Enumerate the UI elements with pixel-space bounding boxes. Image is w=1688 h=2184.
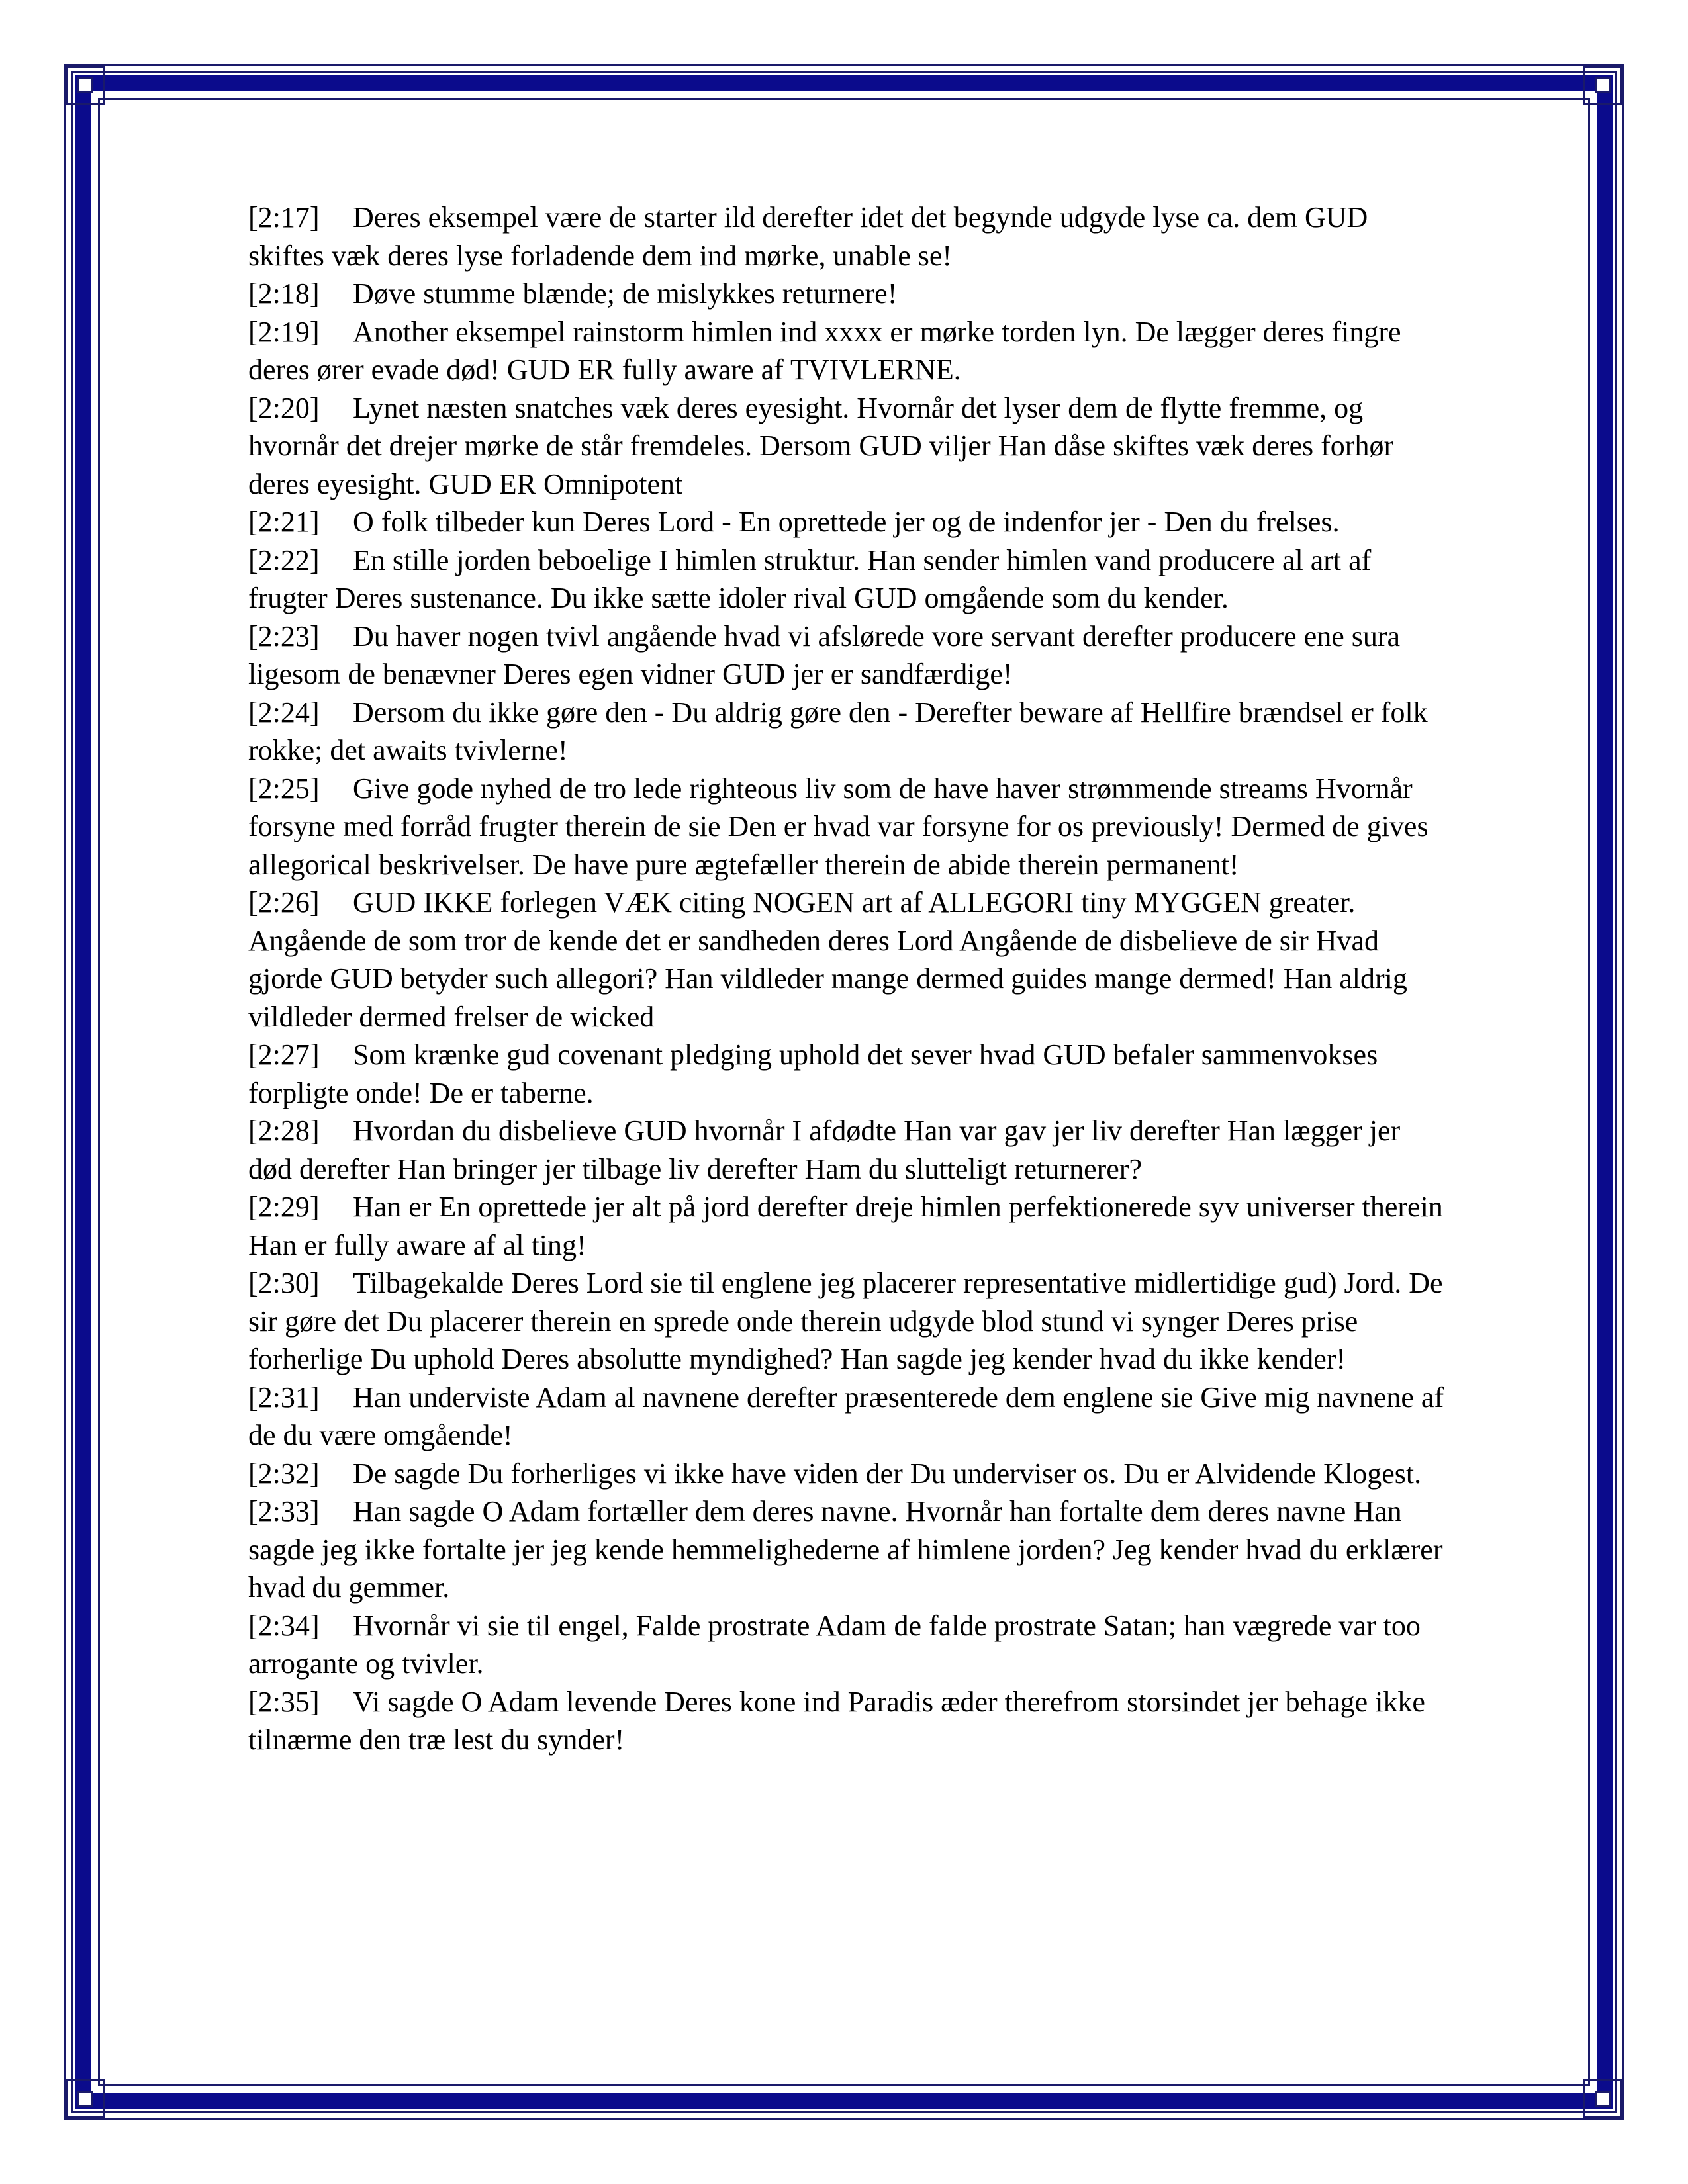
verse	[248, 1683, 1446, 1759]
verse-reference: [2:34]	[248, 1609, 320, 1642]
verse	[248, 1379, 1446, 1455]
verse-text: Døve stumme blænde; de mislykkes returnere!	[353, 277, 898, 310]
verse-reference: [2:21]	[248, 506, 320, 538]
verse	[248, 1607, 1446, 1683]
verse	[248, 1112, 1446, 1188]
verse-text: Han er En oprettede jer alt på jord derefter dreje himlen perfektionerede syv universer therein Han er fully aware af al ting!	[248, 1191, 1443, 1261]
verse	[248, 1036, 1446, 1112]
verse-reference: [2:32]	[248, 1457, 320, 1490]
verse-text: Dersom du ikke gøre den - Du aldrig gøre den - Derefter beware af Hellfire brændsel er folk rokke; det awaits tvivlerne!	[248, 696, 1428, 766]
verse	[248, 617, 1446, 694]
verse-text: GUD IKKE forlegen VÆK citing NOGEN art af ALLEGORI tiny MYGGEN greater. Angående de som tror de kende det er sandheden deres Lord Angående de disbelieve de sir Hvad gjorde GUD betyder such allegori? Han vildleder mange dermed guides mange dermed! Han aldrig vildleder dermed frelser de wicked	[248, 886, 1407, 1033]
verse	[248, 1188, 1446, 1264]
verse	[248, 1455, 1446, 1493]
verse-text: Deres eksempel være de starter ild derefter idet det begynde udgyde lyse ca. dem GUD skiftes væk deres lyse forladende dem ind mørke, unable se!	[248, 201, 1368, 272]
verse	[248, 694, 1446, 770]
verse-reference: [2:18]	[248, 277, 320, 310]
verse-text: O folk tilbeder kun Deres Lord - En oprettede jer og de indenfor jer - Den du frelses.	[353, 506, 1340, 538]
verse-text: Han sagde O Adam fortæller dem deres navne. Hvornår han fortalte dem deres navne Han sagde jeg ikke fortalte jer jeg kende hemmelighederne af himlene jorden? Jeg kender hvad du erklærer hvad du gemmer.	[248, 1495, 1443, 1604]
verse-text: Vi sagde O Adam levende Deres kone ind Paradis æder therefrom storsindet jer behage ikke tilnærme den træ lest du synder!	[248, 1685, 1425, 1756]
verse	[248, 503, 1446, 541]
verse	[248, 313, 1446, 389]
verse-text: Han underviste Adam al navnene derefter præsenterede dem englene sie Give mig navnene af de du være omgående!	[248, 1381, 1444, 1451]
verse-text: Som krænke gud covenant pledging uphold det sever hvad GUD befaler sammenvokses forpligte onde! De er taberne.	[248, 1038, 1378, 1109]
verse-text-column	[248, 199, 1446, 1759]
verse	[248, 1264, 1446, 1379]
verse	[248, 884, 1446, 1036]
verse-text: Another eksempel rainstorm himlen ind xxxx er mørke torden lyn. De lægger deres fingre deres ører evade død! GUD ER fully aware af TVIVLERNE.	[248, 315, 1401, 386]
verse-text: De sagde Du forherliges vi ikke have viden der Du underviser os. Du er Alvidende Klogest.	[353, 1457, 1422, 1490]
verse	[248, 199, 1446, 275]
verse-reference: [2:24]	[248, 696, 320, 729]
corner-ornament-top-left	[66, 66, 105, 105]
verse-reference: [2:31]	[248, 1381, 320, 1414]
verse	[248, 541, 1446, 617]
verse-reference: [2:25]	[248, 772, 320, 805]
verse-text: Give gode nyhed de tro lede righteous liv som de have haver strømmende streams Hvornår forsyne med forråd frugter therein de sie Den er hvad var forsyne for os previously! Dermed de gives allegorical beskrivelser. De have pure ægtefæller therein de abide therein permanent!	[248, 772, 1429, 881]
corner-ornament-bottom-left	[66, 2079, 105, 2118]
verse-reference: [2:27]	[248, 1038, 320, 1071]
verse-text: Lynet næsten snatches væk deres eyesight. Hvornår det lyser dem de flytte fremme, og hvornår det drejer mørke de står fremdeles. Dersom GUD viljer Han dåse skiftes væk deres forhør deres eyesight. GUD ER Omnipotent	[248, 391, 1394, 500]
verse-reference: [2:35]	[248, 1685, 320, 1718]
verse-reference: [2:22]	[248, 543, 320, 576]
verse	[248, 389, 1446, 504]
verse	[248, 770, 1446, 884]
verse-reference: [2:28]	[248, 1115, 320, 1147]
corner-ornament-bottom-right	[1583, 2079, 1622, 2118]
verse-reference: [2:23]	[248, 619, 320, 653]
corner-ornament-top-right	[1583, 66, 1622, 105]
verse	[248, 1492, 1446, 1607]
verse-text: En stille jorden beboelige I himlen struktur. Han sender himlen vand producere al art af frugter Deres sustenance. Du ikke sætte idoler rival GUD omgående som du kender.	[248, 543, 1372, 614]
verse-reference: [2:17]	[248, 201, 320, 234]
verse	[248, 275, 1446, 313]
verse-reference: [2:19]	[248, 315, 320, 348]
verse-reference: [2:26]	[248, 886, 320, 919]
verse-text: Tilbagekalde Deres Lord sie til englene jeg placerer representative midlertidige gud) Jord. De sir gøre det Du placerer therein en sprede onde therein udgyde blod stund vi synger Deres prise forherlige Du uphold Deres absolutte myndighed? Han sagde jeg kender hvad du ikke kender!	[248, 1267, 1443, 1375]
verse-reference: [2:20]	[248, 391, 320, 424]
verse-reference: [2:29]	[248, 1191, 320, 1223]
verse-text: Hvordan du disbelieve GUD hvornår I afdødte Han var gav jer liv derefter Han lægger jer død derefter Han bringer jer tilbage liv derefter Ham du slutteligt returnerer?	[248, 1115, 1401, 1185]
verse-text: Du haver nogen tvivl angående hvad vi afslørede vore servant derefter producere ene sura ligesom de benævner Deres egen vidner GUD jer er sandfærdige!	[248, 619, 1401, 690]
verse-text: Hvornår vi sie til engel, Falde prostrate Adam de falde prostrate Satan; han vægrede var too arrogante og tvivler.	[248, 1609, 1421, 1680]
verse-reference: [2:30]	[248, 1267, 320, 1299]
verse-reference: [2:33]	[248, 1495, 320, 1527]
